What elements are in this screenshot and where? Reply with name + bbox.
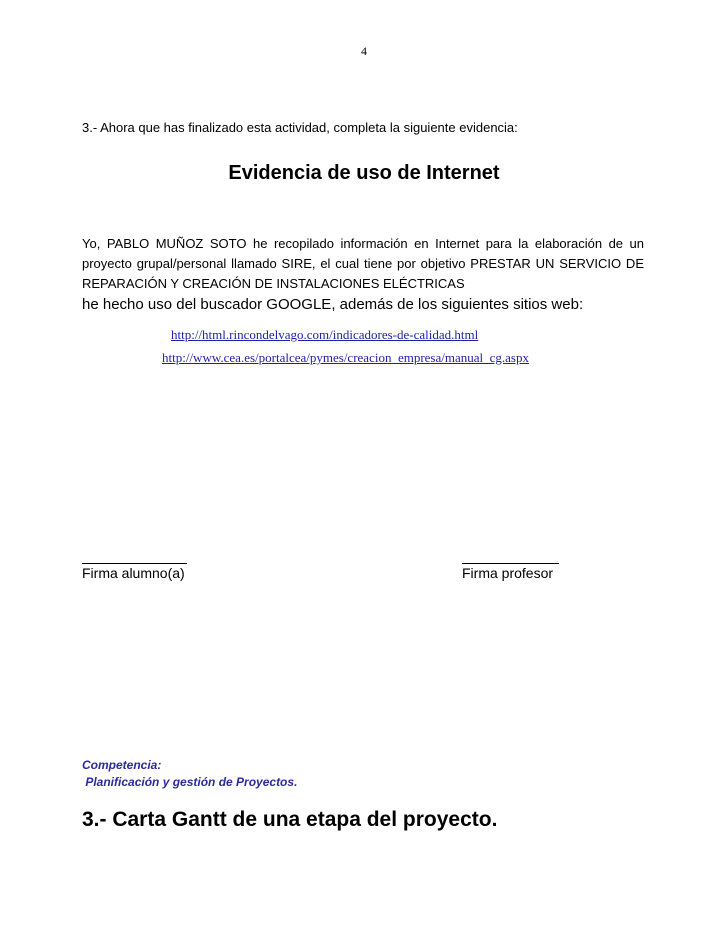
competencia-label: Competencia:: [82, 758, 162, 772]
website-link-1[interactable]: http://html.rincondelvago.com/indicadores-de-calidad.html: [171, 327, 479, 342]
competencia-block: [82, 757, 297, 791]
student-signature-label: Firma alumno(a): [82, 565, 185, 581]
website-link-2[interactable]: http://www.cea.es/portalcea/pymes/creacion_empresa/manual_cg.aspx: [162, 350, 529, 365]
instruction-text: 3.- Ahora que has finalizado esta actividad, completa la siguiente evidencia:: [82, 120, 518, 135]
section-title: 3.- Carta Gantt de una etapa del proyecto.: [82, 808, 498, 831]
paragraph-line-1: Yo, PABLO MUÑOZ SOTO he recopilado información en Internet para la elaboración de un: [82, 236, 644, 251]
paragraph-line-2: proyecto grupal/personal llamado SIRE, el cual tiene por objetivo PRESTAR UN SERVICIO DE: [82, 256, 644, 271]
student-signature-line: [82, 563, 187, 564]
competencia-value: Planificación y gestión de Proyectos.: [82, 775, 298, 789]
teacher-signature-line: [462, 563, 559, 564]
page-number: 4: [361, 44, 367, 58]
evidence-title: Evidencia de uso de Internet: [228, 162, 500, 184]
evidence-paragraph: [82, 234, 644, 315]
paragraph-line-4: he hecho uso del buscador GOOGLE, además de los siguientes sitios web:: [82, 296, 584, 313]
teacher-signature-label: Firma profesor: [462, 565, 554, 581]
paragraph-line-3: REPARACIÓN Y CREACIÓN DE INSTALACIONES ELÉCTRICAS: [82, 276, 465, 291]
